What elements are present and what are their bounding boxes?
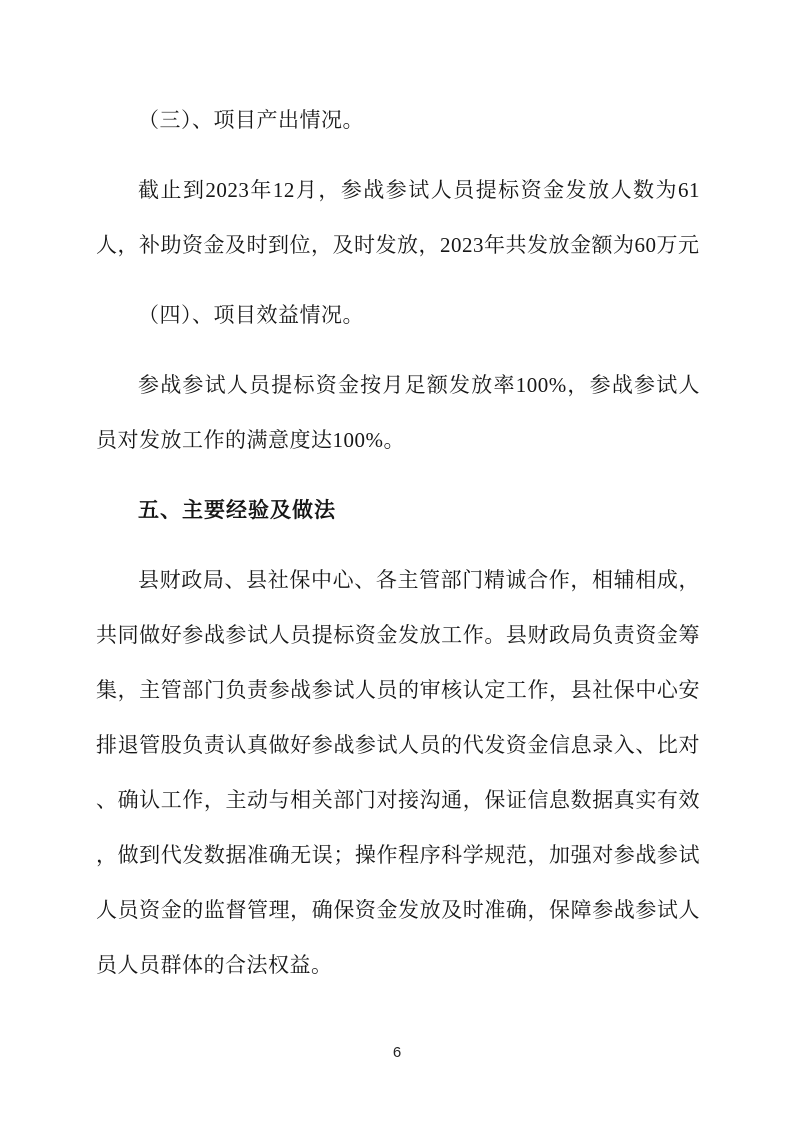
paragraph-line: 排退管股负责认真做好参战参试人员的代发资金信息录入、比对 xyxy=(96,733,700,757)
section-heading-text: 五、主要经验及做法 xyxy=(138,499,336,522)
subsection-heading-text: （四）、项目效益情况。 xyxy=(138,303,364,327)
subsection-heading-3 xyxy=(96,93,700,148)
paragraph-line: 员人员群体的合法权益。 xyxy=(96,953,333,977)
paragraph-line: 人员资金的监督管理，确保资金发放及时准确，保障参战参试人 xyxy=(96,898,700,922)
paragraph-line: 人，补助资金及时到位，及时发放，2023年共发放金额为60万元 xyxy=(96,233,700,257)
paragraph-line: 员对发放工作的满意度达100%。 xyxy=(96,428,405,452)
paragraph-line: 县财政局、县社保中心、各主管部门精诚合作，相辅相成， xyxy=(138,568,700,592)
paragraph-line: 共同做好参战参试人员提标资金发放工作。县财政局负责资金筹 xyxy=(96,623,700,647)
subsection-heading-4 xyxy=(96,288,700,343)
document-content xyxy=(96,93,700,993)
page-number: 6 xyxy=(392,1044,402,1061)
paragraph-line: 集，主管部门负责参战参试人员的审核认定工作，县社保中心安 xyxy=(96,678,700,702)
paragraph-line: 参战参试人员提标资金按月足额发放率100%，参战参试人 xyxy=(138,373,700,397)
paragraph-line: 截止到2023年12月，参战参试人员提标资金发放人数为61 xyxy=(138,178,700,202)
paragraph-experience xyxy=(96,553,700,993)
paragraph-benefit-status xyxy=(96,358,700,468)
subsection-heading-text: （三）、项目产出情况。 xyxy=(138,108,364,132)
section-heading-5 xyxy=(96,483,700,538)
paragraph-output-status xyxy=(96,163,700,273)
paragraph-line: 、确认工作，主动与相关部门对接沟通，保证信息数据真实有效 xyxy=(96,788,700,812)
paragraph-line: ，做到代发数据准确无误；操作程序科学规范，加强对参战参试 xyxy=(96,843,700,867)
